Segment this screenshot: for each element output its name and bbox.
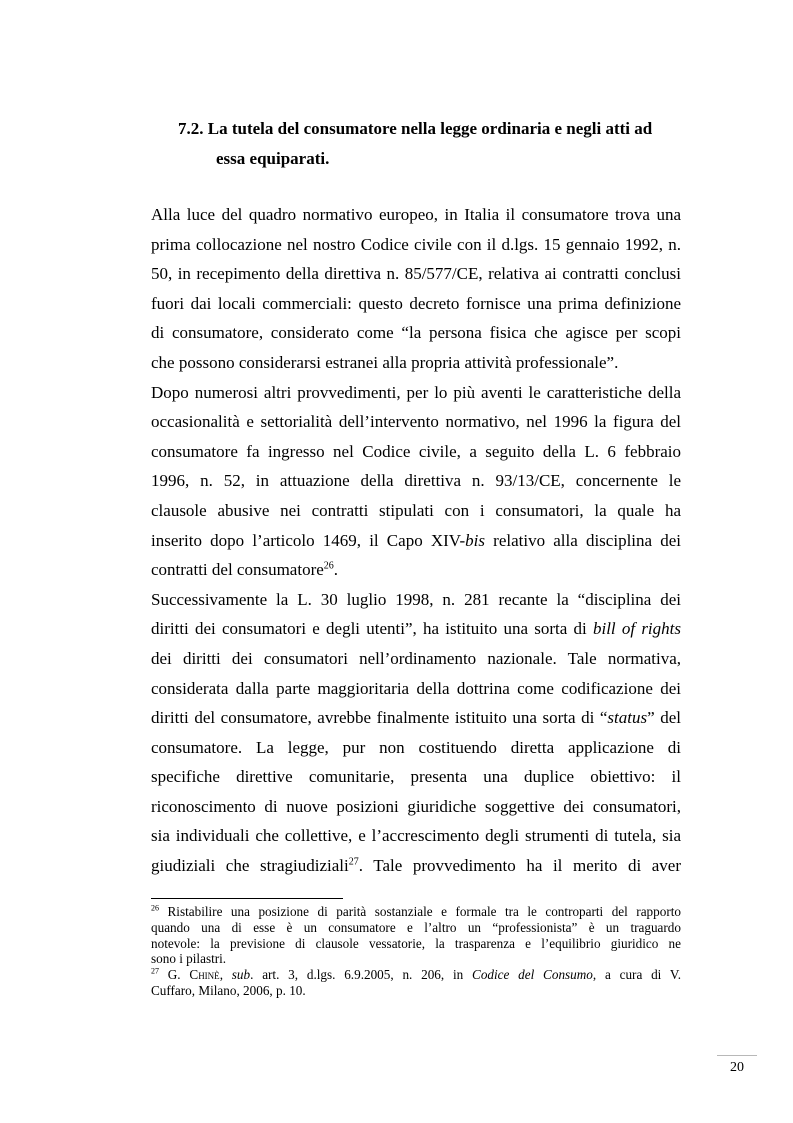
- text-line: 50, in recepimento della direttiva n. 85/577/CE, relativa ai contratti conclusi: [151, 264, 681, 284]
- text-line: Dopo numerosi altri provvedimenti, per lo più aventi le caratteristiche della: [151, 382, 681, 402]
- italic-term: bill of rights: [592, 619, 681, 639]
- text-line: sia individuali che collettive, e l’accrescimento degli strumenti di tutela, sia: [151, 826, 681, 846]
- section-heading: [178, 114, 698, 174]
- text-line: [151, 526, 681, 556]
- text-line: notevole: la previsione di clausole vessatorie, la trasparenza e l’equilibrio giuridico ne: [151, 935, 681, 951]
- work-title: Codice del Consumo: [472, 967, 593, 983]
- text-run: ,: [219, 967, 232, 983]
- text-line: [151, 703, 681, 733]
- footnote-ref-27[interactable]: 27: [348, 856, 359, 868]
- text-line: Successivamente la L. 30 luglio 1998, n. 281 recante la “disciplina dei: [151, 589, 681, 609]
- text-line: 1996, n. 52, in attuazione della direttiva n. 93/13/CE, concernente le: [151, 471, 681, 491]
- section-title-line-2: essa equiparati.: [216, 149, 330, 168]
- italic-term: bis: [465, 530, 486, 550]
- text-run: . art. 3, d.lgs. 6.9.2005, n. 206, in: [250, 967, 473, 983]
- italic-term: sub: [231, 967, 251, 983]
- footnote-26: [151, 904, 681, 967]
- text-line: clausole abusive nei contratti stipulati con i consumatori, la quale ha: [151, 500, 681, 520]
- text-line: di consumatore, considerato come “la persona fisica che agisce per scopi: [151, 323, 681, 343]
- text-line: prima collocazione nel nostro Codice civile con il d.lgs. 15 gennaio 1992, n.: [151, 234, 681, 254]
- author-name-smallcaps: hinè: [198, 967, 220, 983]
- footnote-separator: [151, 898, 343, 899]
- text-line: [151, 614, 681, 644]
- page-number: 20: [730, 1060, 744, 1075]
- text-run: relativo alla disciplina dei: [485, 530, 681, 550]
- text-line: [151, 967, 681, 983]
- text-line: [151, 904, 681, 920]
- text-run: .: [333, 560, 339, 580]
- text-run: ” del: [647, 708, 681, 728]
- text-run: giudiziali che stragiudiziali: [151, 856, 349, 876]
- text-line: riconoscimento di nuove posizioni giuridiche soggettive dei consumatori,: [151, 796, 681, 816]
- footnote-marker: 27: [151, 966, 159, 976]
- text-line: dei diritti dei consumatori nell’ordinamento nazionale. Tale normativa,: [151, 648, 681, 668]
- text-line: Cuffaro, Milano, 2006, p. 10.: [151, 982, 306, 998]
- italic-term: status: [607, 708, 648, 728]
- text-line: [151, 851, 681, 881]
- author-name: G. C: [159, 967, 199, 983]
- text-line: fuori dai locali commerciali: questo decreto fornisce una prima definizione: [151, 293, 681, 313]
- footnote-marker: 26: [151, 903, 159, 913]
- text-run: diritti dei consumatori e degli utenti”, ha istituito una sorta di: [151, 619, 593, 639]
- section-title-line-1: La tutela del consumatore nella legge ordinaria e negli atti ad: [207, 119, 653, 138]
- text-line: consumatore fa ingresso nel Codice civile, a seguito della L. 6 febbraio: [151, 441, 681, 461]
- footnote-ref-26[interactable]: 26: [323, 560, 334, 572]
- footnote-27: [151, 967, 681, 999]
- text-line: consumatore. La legge, pur non costituendo diretta applicazione di: [151, 737, 681, 757]
- page-number-rule: [717, 1055, 757, 1056]
- footnotes: [151, 904, 681, 999]
- text-line: che possono considerarsi estranei alla propria attività professionale”.: [151, 352, 619, 372]
- text-run: Ristabilire una posizione di parità sostanziale e formale tra le controparti del rapporto: [159, 904, 681, 919]
- text-line: Alla luce del quadro normativo europeo, in Italia il consumatore trova una: [151, 205, 681, 224]
- text-line: considerata dalla parte maggioritaria della dottrina come codificazione dei: [151, 678, 681, 698]
- text-run: , a cura di V.: [592, 967, 682, 983]
- text-line: occasionalità e settorialità dell’intervento normativo, nel 1996 la figura del: [151, 412, 681, 432]
- text-line: quando una di esse è un consumatore e l’altro un “professionista” è un traguardo: [151, 919, 681, 935]
- text-run: . Tale provvedimento ha il merito di aver: [358, 856, 681, 876]
- text-line: [151, 555, 681, 585]
- text-run: contratti del consumatore: [151, 560, 324, 580]
- text-run: inserito dopo l’articolo 1469, il Capo XIV-: [151, 530, 466, 550]
- paragraph-1: [151, 200, 681, 378]
- text-line: sono i pilastri.: [151, 951, 227, 967]
- paragraph-2: [151, 378, 681, 585]
- section-number: 7.2.: [178, 119, 204, 138]
- paragraph-3: [151, 585, 681, 881]
- text-line: specifiche direttive comunitarie, presenta una duplice obiettivo: il: [151, 767, 681, 787]
- text-run: diritti del consumatore, avrebbe finalmente istituito una sorta di “: [151, 708, 608, 728]
- body-text: [151, 200, 681, 881]
